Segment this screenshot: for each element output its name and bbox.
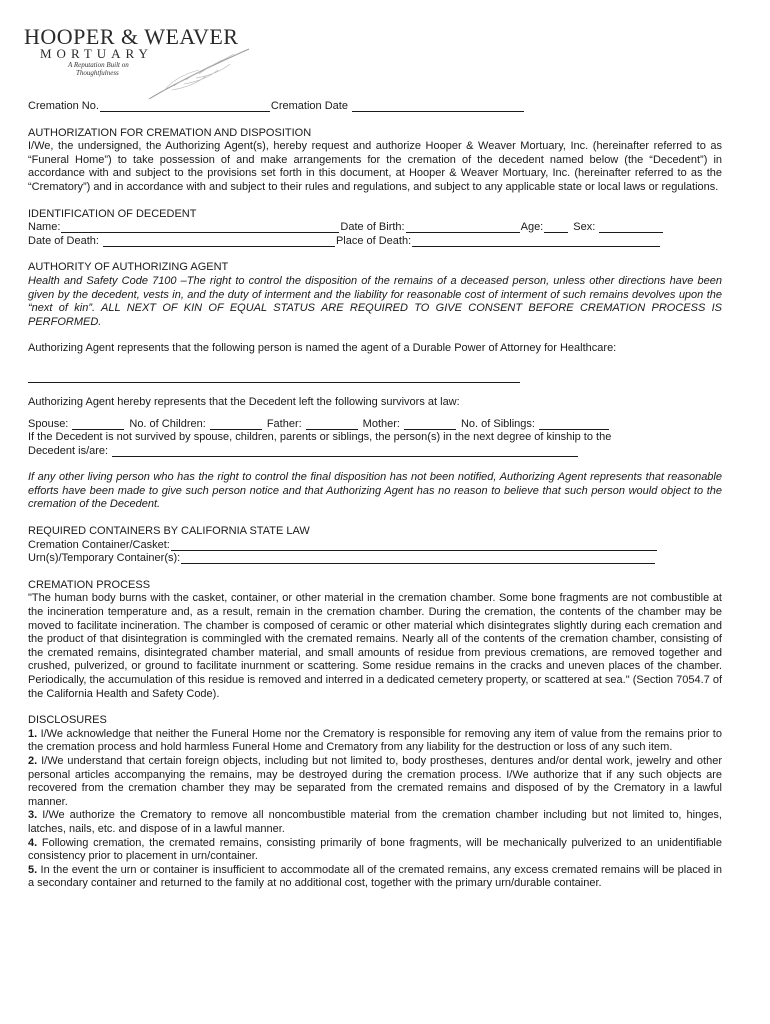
mortuary-logo [24,24,264,86]
urn-row [28,552,722,566]
authorization-body: I/We, the undersigned, the Authorizing Agent(s), hereby request and authorize Hooper & Weaver Mortuary, Inc. (hereinafter referred to as “Funeral Home”) to take possession of and make arrangements for the cremation of the decedent named below (the “Decedent”) in accordance with and subject to the provisions set forth in this document, at Hooper & Weaver Mortuary, Inc. (hereinafter referred to as the “Crematory”) and in accordance with and subject to their rules and regulations, and subject to any applicable state or local laws or regulations. [28,140,722,193]
siblings-field[interactable] [539,418,609,430]
children-field[interactable] [210,418,262,430]
mother-field[interactable] [404,418,456,430]
sex-label: Sex: [573,221,596,234]
identification-row2 [28,235,722,249]
age-field[interactable] [544,221,568,233]
authority-heading: AUTHORITY OF AUTHORIZING AGENT [28,261,229,274]
disclosure-item [28,809,722,836]
disclosures-heading: DISCLOSURES [28,714,107,727]
dod-label: Date of Death: [28,234,99,247]
identification-heading: IDENTIFICATION OF DECEDENT [28,207,197,220]
disclosure-number: 1. [28,727,38,740]
disclosure-number: 4. [28,836,38,849]
siblings-label: No. of Siblings: [460,417,535,430]
disclosure-number: 2. [28,754,38,767]
survivors-row [28,418,722,432]
disclosure-item [28,728,722,755]
spouse-field[interactable] [72,418,124,430]
disclosure-number: 5. [28,863,38,876]
logo-tagline1: A Reputation Built on [68,61,129,69]
pod-label: Place of Death: [335,234,412,247]
dod-field[interactable] [103,235,335,247]
disclosure-text: In the event the urn or container is insufficient to accommodate all of the cremated remains, any excess cremated remains will be placed in a secondary container and returned to the family at no additional cost, together with the primary urn/durable container. [28,863,722,890]
disclosure-item [28,755,722,809]
father-field[interactable] [306,418,358,430]
next-kin-statement: If the Decedent is not survived by spouse, children, parents or siblings, the person(s) in the next degree of kinship to the [28,431,612,444]
pod-field[interactable] [412,235,660,247]
poa-statement: Authorizing Agent represents that the following person is named the agent of a Durable Power of Attorney for Healthcare: [28,342,617,355]
feather-icon [144,44,254,104]
cremation-date-field[interactable] [352,100,524,112]
disclosure-item [28,837,722,864]
sex-field[interactable] [599,221,663,233]
casket-field[interactable] [171,539,657,551]
father-label: Father: [266,417,302,430]
urn-field[interactable] [181,552,655,564]
disclosure-text: I/We authorize the Crematory to remove all noncombustible material from the cremation chamber including but not limited to, hinges, latches, nails, etc. and dispose of in a lawful manner. [28,809,722,835]
decedent-is-are-row [28,445,722,459]
dob-field[interactable] [406,221,520,233]
authorization-heading: AUTHORIZATION FOR CREMATION AND DISPOSITION [28,126,312,139]
logo-name-line1: HOOPER & WEAVER [24,24,239,49]
children-label: No. of Children: [129,417,206,430]
urn-label: Urn(s)/Temporary Container(s): [28,552,181,565]
disclosure-text: I/We understand that certain foreign objects, including but not limited to, body prostheses, dentures and/or dental work, jewelry and other personal articles accompanying the remains, may be destroyed during the cremation process. I/We authorize that if any such objects are recovered from the cremation chamber they may be separated from the cremated remains and disposed of by the Crematory in a lawful manner. [28,754,722,808]
name-field[interactable] [61,221,339,233]
logo-name-line2: MORTUARY [40,46,153,61]
disclosure-text: Following cremation, the cremated remains, consisting primarily of bone fragments, will be mechanically pulverized to an unidentifiable consistency prior to placement in urn/container. [28,836,722,863]
authority-statute: Health and Safety Code 7100 –The right to control the disposition of the remains of a deceased person, unless other directions have been given by the decedent, vests in, and the duty of interment and the liability for reasonable cost of interment of such remains devolves upon the “next of kin”. ALL NEXT OF KIN OF EQUAL STATUS ARE REQUIRED TO GIVE CONSENT BEFORE CREMATION PROCESS IS PERFORMED. [28,274,722,328]
age-label: Age: [520,221,544,234]
logo-tagline2: Thoughtfulness [76,69,119,77]
decedent-is-are-field[interactable] [112,445,578,457]
notice-statement: If any other living person who has the right to control the final disposition has not been notified, Authorizing Agent represents that reasonable efforts have been made to give such person notice and that Authorizing Agent has no reason to believe that such person would object to the cremation of the Decedent. [28,471,722,511]
disclosure-text: I/We acknowledge that neither the Funeral Home nor the Crematory is responsible for removing any item of value from the remains prior to the cremation process and hold harmless Funeral Home and Crematory from any liability for the destruction or loss of any such item. [28,727,722,754]
cremation-no-field[interactable] [100,100,270,112]
process-heading: CREMATION PROCESS [28,578,151,591]
casket-label: Cremation Container/Casket: [28,538,170,551]
poa-agent-field[interactable] [28,370,520,383]
cremation-authorization-form [28,100,722,891]
casket-row [28,539,722,553]
mother-label: Mother: [362,417,400,430]
survivors-statement: Authorizing Agent hereby represents that the Decedent left the following survivors at law: [28,395,460,408]
cremation-no-label: Cremation No. [28,100,99,112]
name-label: Name: [28,221,61,234]
dob-label: Date of Birth: [340,221,405,234]
disclosure-item [28,864,722,891]
decedent-is-are-label: Decedent is/are: [28,444,109,457]
disclosure-number: 3. [28,809,38,822]
containers-heading: REQUIRED CONTAINERS BY CALIFORNIA STATE LAW [28,525,310,538]
process-body: "The human body burns with the casket, container, or other material in the cremation chamber. Some bone fragments are not combustible at the incineration temperature and, as a result, remain in the cremation chamber. During the cremation, the contents of the chamber may be moved to facilitate incineration. The chamber is composed of ceramic or other material which disintegrates slightly during each cremation and the product of that disintegration is commingled with the cremated remains. Nearly all of the contents of the cremation chamber, consisting of the cremated remains, disintegrated chamber material, and small amounts of residue from previous cremations, are removed together and crushed, pulverized, or ground to facilitate inurnment or scattering. Some residue remains in the cracks and uneven places of the chamber. Periodically, the accumulation of this residue is removed and interred in a dedicated cemetery property, or scattered at sea." (Section 7054.7 of the California Health and Safety Code). [28,592,722,700]
cremation-header-fields [28,100,722,114]
cremation-date-label: Cremation Date [270,100,348,112]
identification-row1 [28,221,722,235]
spouse-label: Spouse: [28,417,69,430]
